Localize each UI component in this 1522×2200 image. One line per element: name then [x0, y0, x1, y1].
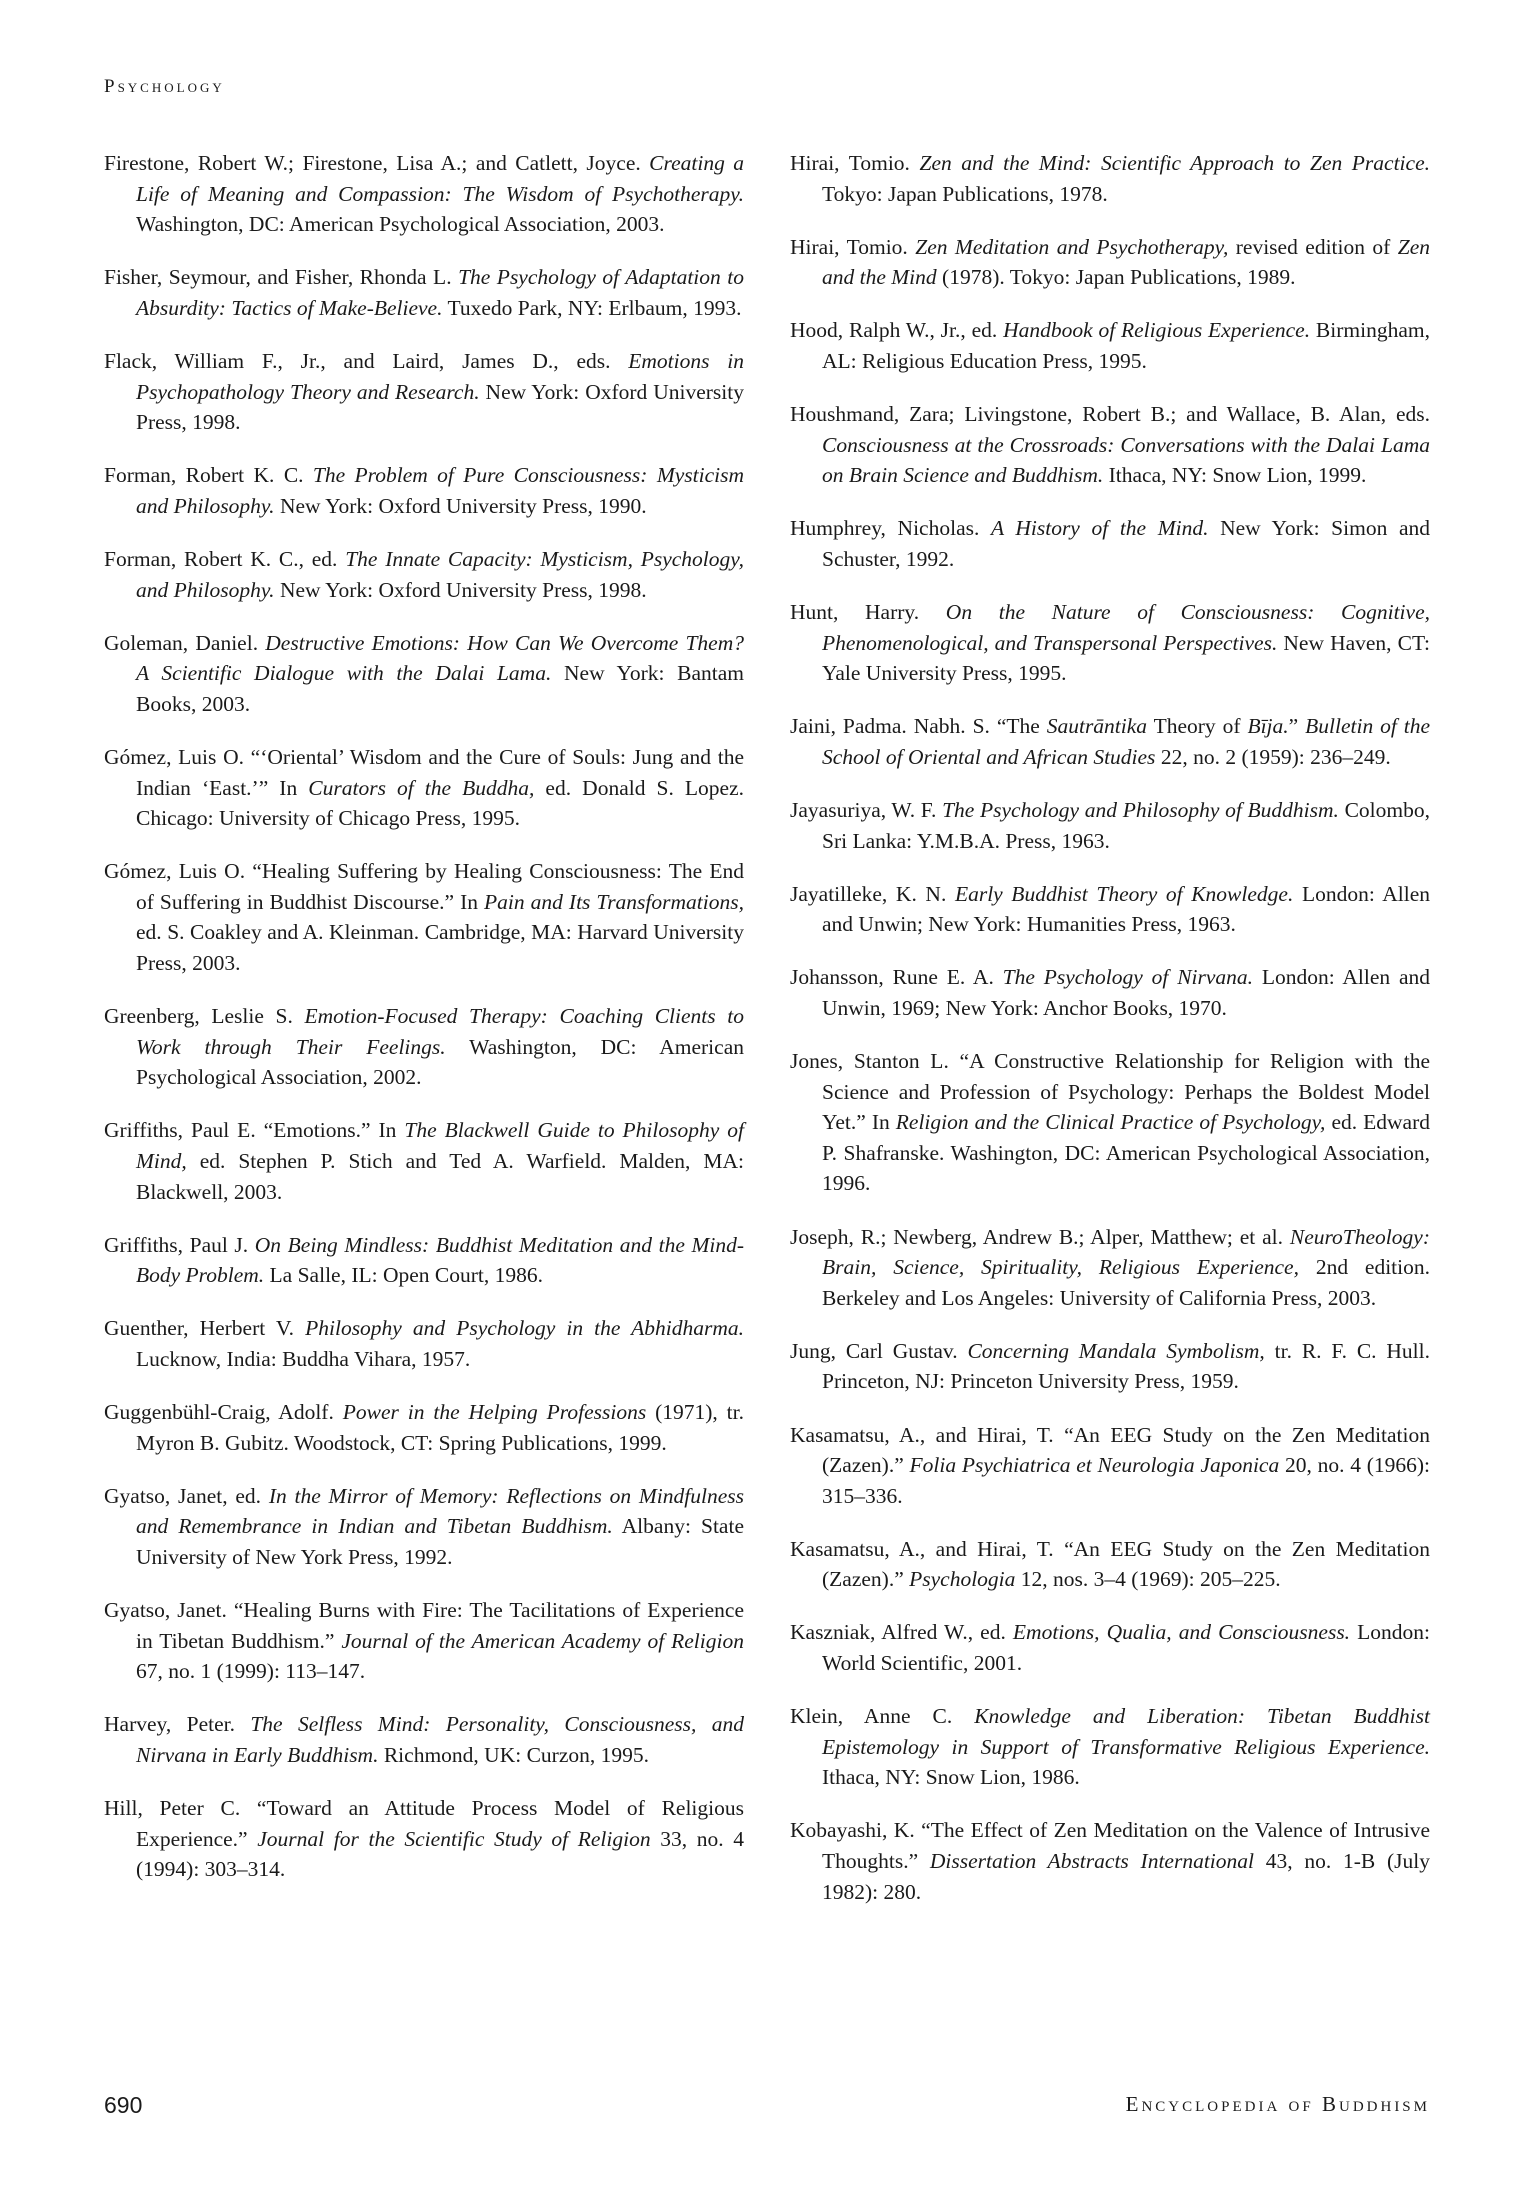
entry-text: New Haven, CT: Yale University Press, 1995. [822, 630, 1430, 686]
entry-text: Jones, Stanton L. “A Constructive Relationship for Religion with the Science and Profession of Psychology: Perhaps the Boldest Model Yet.” In [790, 1049, 1430, 1135]
bibliography-entry [790, 1336, 1430, 1397]
entry-text: Forman, Robert K. C. [104, 463, 313, 488]
entry-text: ed. Edward P. Shafranske. Washington, DC: American Psychological Association, 1996. [822, 1110, 1431, 1196]
entry-text: Fisher, Seymour, and Fisher, Rhonda L. [104, 265, 459, 290]
entry-title: Bīja. [1247, 714, 1289, 739]
entry-text: 2nd edition. Berkeley and Los Angeles: University of California Press, 2003. [822, 1255, 1430, 1310]
entry-text: Harvey, Peter. [104, 1712, 251, 1737]
entry-text: Klein, Anne C. [790, 1704, 975, 1729]
entry-title: Concerning Mandala Symbolism, [967, 1338, 1265, 1363]
bibliography-entry [790, 148, 1430, 209]
entry-title: Emotion-Focused Therapy: Coaching Clients to Work through Their Feelings. [136, 1004, 745, 1059]
entry-text: revised edition of [1228, 234, 1398, 259]
entry-title: Destructive Emotions: How Can We Overcome Them? A Scientific Dialogue with the Dalai Lama. [136, 630, 744, 686]
entry-text: (1971), tr. Myron B. Gubitz. Woodstock, CT: Spring Publications, 1999. [136, 1400, 744, 1455]
entry-text: Kasamatsu, A., and Hirai, T. “An EEG Study on the Zen Meditation (Zazen).” [790, 1536, 1430, 1592]
entry-text: Greenberg, Leslie S. [104, 1004, 305, 1029]
entry-title: Psychologia [909, 1567, 1016, 1592]
entry-title: Curators of the Buddha, [308, 775, 535, 800]
entry-text: Houshmand, Zara; Livingstone, Robert B.; and Wallace, B. Alan, eds. [790, 402, 1430, 427]
bibliography-entry [104, 1481, 744, 1573]
bibliography-entry [790, 711, 1430, 772]
entry-text: Hirai, Tomio. [790, 234, 916, 259]
bibliography-entry [104, 1313, 744, 1374]
entry-text: Jayasuriya, W. F. [790, 798, 943, 822]
entry-title: The Problem of Pure Consciousness: Mysticism and Philosophy. [136, 463, 744, 518]
bibliography-entry [104, 1793, 744, 1885]
bibliography-entry [790, 879, 1430, 940]
entry-title: Journal for the Scientific Study of Religion [257, 1826, 651, 1851]
bibliography-entry [104, 1595, 744, 1687]
running-head: Psychology [104, 76, 225, 97]
entry-text: Lucknow, India: Buddha Vihara, 1957. [136, 1346, 471, 1371]
entry-title: Pain and Its Transformations, [484, 889, 744, 914]
entry-title: The Psychology of Adaptation to Absurdity: Tactics of Make-Believe. [136, 265, 744, 320]
entry-text: ed. Stephen P. Stich and Ted A. Warfield. Malden, MA: Blackwell, 2003. [136, 1148, 744, 1204]
entry-text: Jung, Carl Gustav. [790, 1338, 968, 1363]
bibliography-entry [790, 513, 1430, 574]
entry-title: In the Mirror of Memory: Reflections on Mindfulness and Remembrance in Indian and Tibetan Buddhism. [136, 1483, 744, 1539]
entry-text: 22, no. 2 (1959): 236–249. [1155, 744, 1391, 769]
entry-text: Forman, Robert K. C., ed. [104, 546, 346, 571]
entry-text: ” [1288, 714, 1306, 739]
entry-text: Kaszniak, Alfred W., ed. [790, 1620, 1013, 1645]
bibliography-entry [790, 1617, 1430, 1678]
entry-text: 12, nos. 3–4 (1969): 205–225. [1015, 1567, 1281, 1592]
bibliography-entry [104, 1115, 744, 1207]
entry-text: London: World Scientific, 2001. [822, 1620, 1430, 1676]
bibliography-entry [790, 315, 1430, 376]
entry-text: Hill, Peter C. “Toward an Attitude Process Model of Religious Experience.” [104, 1795, 744, 1851]
entry-text: London: Allen and Unwin, 1969; New York: Anchor Books, 1970. [822, 965, 1430, 1020]
entry-text: New York: Simon and Schuster, 1992. [822, 516, 1430, 571]
bibliography-entry [104, 1001, 744, 1093]
entry-title: Journal of the American Academy of Religion [341, 1628, 744, 1653]
bibliography-entry [104, 856, 744, 978]
bibliography-entry [104, 742, 744, 834]
entry-text: London: Allen and Unwin; New York: Humanities Press, 1963. [822, 881, 1430, 937]
entry-text: Washington, DC: American Psychological Association, 2003. [136, 212, 665, 237]
entry-text: Griffiths, Paul E. “Emotions.” In [104, 1118, 405, 1143]
entry-text: Richmond, UK: Curzon, 1995. [378, 1742, 649, 1767]
bibliography-entry [790, 232, 1430, 293]
entry-title: Handbook of Religious Experience. [1003, 318, 1311, 343]
entry-text: Goleman, Daniel. [104, 630, 266, 655]
entry-text: Firestone, Robert W.; Firestone, Lisa A.; and Catlett, Joyce. [104, 151, 650, 175]
entry-title: Religion and the Clinical Practice of Psychology, [895, 1110, 1326, 1135]
entry-title: On the Nature of Consciousness: Cognitive, Phenomenological, and Transpersonal Perspectives. [822, 600, 1430, 655]
entry-title: A History of the Mind. [990, 516, 1209, 541]
entry-title: The Blackwell Guide to Philosophy of Mind, [136, 1118, 744, 1173]
bibliography-entry [790, 597, 1430, 689]
entry-text: Guggenbühl-Craig, Adolf. [104, 1400, 343, 1424]
entry-text: Joseph, R.; Newberg, Andrew B.; Alper, Matthew; et al. [790, 1224, 1290, 1249]
entry-title: Philosophy and Psychology in the Abhidharma. [305, 1316, 744, 1341]
entry-text: Albany: State University of New York Press, 1992. [136, 1514, 744, 1569]
entry-title: Emotions in Psychopathology Theory and Research. [136, 348, 744, 404]
entry-text: Tokyo: Japan Publications, 1978. [822, 181, 1108, 206]
page-number: 690 [104, 2092, 143, 2118]
entry-text: Gómez, Luis O. “‘Oriental’ Wisdom and the Cure of Souls: Jung and the Indian ‘East.’” In [104, 744, 744, 800]
entry-text: Griffiths, Paul J. [104, 1232, 255, 1257]
bibliography-entry [790, 962, 1430, 1023]
entry-text: 33, no. 4 (1994): 303–314. [136, 1826, 745, 1882]
bibliography-entry [790, 1222, 1430, 1314]
left-column [104, 148, 744, 1907]
entry-title: The Selfless Mind: Personality, Consciousness, and Nirvana in Early Buddhism. [136, 1712, 744, 1767]
entry-title: Zen Meditation and Psychotherapy, [915, 234, 1229, 259]
bibliography-entry [104, 148, 744, 240]
bibliography-entry [790, 1701, 1430, 1793]
bibliography-entry [790, 1046, 1430, 1199]
entry-text: Kasamatsu, A., and Hirai, T. “An EEG Study on the Zen Meditation (Zazen).” [790, 1422, 1430, 1478]
bibliography-entry [104, 460, 744, 521]
entry-text: Flack, William F., Jr., and Laird, James D., eds. [104, 348, 629, 373]
entry-title: Creating a Life of Meaning and Compassion: The Wisdom of Psychotherapy. [136, 151, 744, 206]
entry-text: Colombo, Sri Lanka: Y.M.B.A. Press, 1963. [822, 798, 1430, 853]
entry-text: 67, no. 1 (1999): 113–147. [136, 1659, 366, 1684]
entry-text: Tuxedo Park, NY: Erlbaum, 1993. [442, 295, 742, 320]
entry-text: Gómez, Luis O. “Healing Suffering by Healing Consciousness: The End of Suffering in Buddhist Discourse.” In [104, 859, 744, 914]
entry-title: Zen and the Mind [822, 234, 1431, 290]
entry-text: Gyatso, Janet, ed. [104, 1483, 269, 1508]
entry-text: New York: Oxford University Press, 1998. [136, 379, 745, 435]
entry-text: Kobayashi, K. “The Effect of Zen Meditation on the Valence of Intrusive Thoughts.” [790, 1818, 1430, 1874]
bibliography-entry [104, 544, 744, 605]
entry-text: (1978). Tokyo: Japan Publications, 1989. [936, 265, 1296, 290]
bibliography-entry [790, 1815, 1430, 1907]
bibliography-entry [104, 1230, 744, 1291]
bibliography-entry [790, 1534, 1430, 1595]
entry-title: Dissertation Abstracts International [929, 1849, 1254, 1874]
entry-text: Gyatso, Janet. “Healing Burns with Fire: The Tacilitations of Experience in Tibetan Buddhism.” [104, 1597, 744, 1653]
bibliography-entry [104, 1709, 744, 1770]
entry-text: New York: Oxford University Press, 1990. [274, 493, 647, 518]
right-column [790, 148, 1430, 1930]
entry-text: Hood, Ralph W., Jr., ed. [790, 318, 1004, 343]
bibliography-entry [104, 628, 744, 720]
entry-title: Knowledge and Liberation: Tibetan Buddhist Epistemology in Support of Transformative Religious Experience. [822, 1704, 1430, 1759]
entry-text: tr. R. F. C. Hull. Princeton, NJ: Princeton University Press, 1959. [822, 1338, 1430, 1394]
entry-text: Guenther, Herbert V. [104, 1316, 306, 1341]
book-title: Encyclopedia of Buddhism [1125, 2092, 1430, 2116]
entry-text: Birmingham, AL: Religious Education Press, 1995. [822, 318, 1430, 373]
entry-text: New York: Oxford University Press, 1998. [274, 577, 647, 602]
entry-title: The Innate Capacity: Mysticism, Psychology, and Philosophy. [136, 546, 744, 602]
bibliography-entry [104, 262, 744, 323]
entry-title: Early Buddhist Theory of Knowledge. [954, 881, 1294, 906]
entry-title: Power in the Helping Professions [342, 1400, 647, 1424]
entry-title: Emotions, Qualia, and Consciousness. [1012, 1620, 1351, 1645]
entry-text: Hirai, Tomio. [790, 151, 920, 175]
entry-text: 20, no. 4 (1966): 315–336. [822, 1453, 1430, 1508]
entry-title: The Psychology and Philosophy of Buddhism. [942, 798, 1339, 822]
entry-text: ed. S. Coakley and A. Kleinman. Cambridge, MA: Harvard University Press, 2003. [136, 920, 744, 975]
entry-title: Folia Psychiatrica et Neurologia Japonica [909, 1453, 1280, 1478]
entry-title: Zen and the Mind: Scientific Approach to Zen Practice. [919, 151, 1430, 175]
bibliography-entry [104, 1397, 744, 1458]
entry-title: NeuroTheology: Brain, Science, Spirituality, Religious Experience, [822, 1224, 1430, 1280]
entry-text: Jaini, Padma. Nabh. S. “The [790, 714, 1047, 739]
entry-text: Ithaca, NY: Snow Lion, 1999. [1103, 463, 1367, 488]
entry-text: 43, no. 1-B (July 1982): 280. [822, 1849, 1430, 1904]
entry-title: On Being Mindless: Buddhist Meditation and the Mind-Body Problem. [136, 1232, 744, 1288]
entry-text: La Salle, IL: Open Court, 1986. [264, 1263, 544, 1288]
bibliography-entry [790, 399, 1430, 491]
entry-text: ed. Donald S. Lopez. Chicago: University of Chicago Press, 1995. [136, 775, 744, 831]
entry-text: Theory of [1147, 714, 1248, 739]
bibliography-entry [104, 346, 744, 438]
entry-title: Consciousness at the Crossroads: Conversations with the Dalai Lama on Brain Science and Buddhism. [822, 432, 1430, 488]
entry-text: Jayatilleke, K. N. [790, 881, 955, 906]
entry-text: Ithaca, NY: Snow Lion, 1986. [822, 1765, 1080, 1790]
entry-text: Humphrey, Nicholas. [790, 516, 991, 541]
bibliography-entry [790, 1420, 1430, 1512]
entry-text: Johansson, Rune E. A. [790, 965, 1003, 990]
entry-text: Hunt, Harry. [790, 600, 946, 625]
entry-title: The Psychology of Nirvana. [1002, 965, 1254, 990]
entry-text: Washington, DC: American Psychological Association, 2002. [136, 1034, 744, 1090]
entry-text: New York: Bantam Books, 2003. [136, 661, 744, 716]
bibliography-entry [790, 795, 1430, 856]
entry-title: Bulletin of the School of Oriental and African Studies [822, 714, 1431, 769]
entry-title: Sautrāntika [1046, 714, 1148, 739]
